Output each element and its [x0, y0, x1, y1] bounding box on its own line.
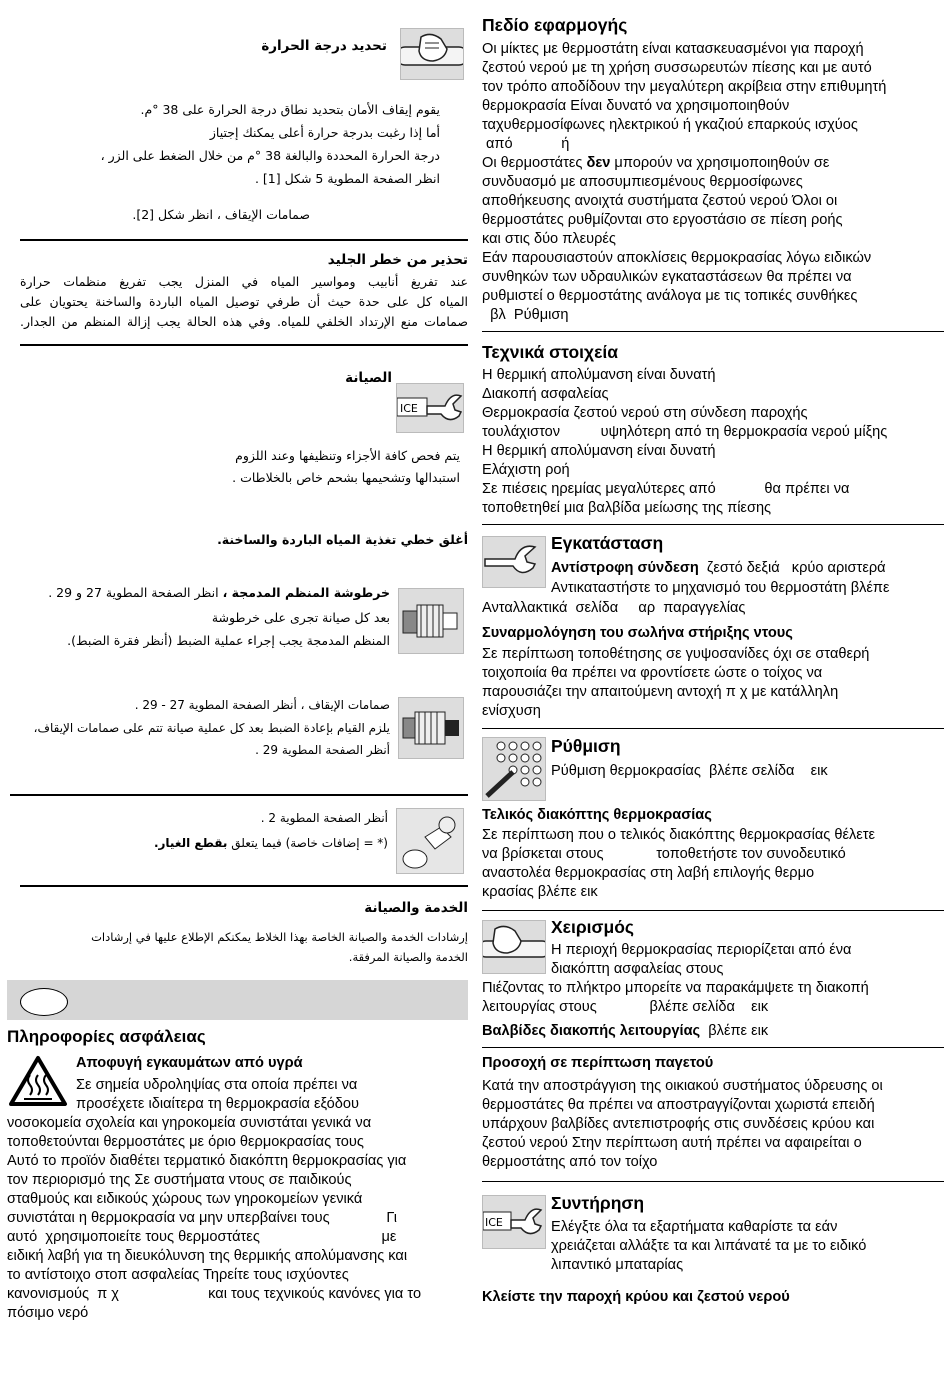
end-switch-title: Τελικός διακόπτης θερμοκρασίας: [482, 807, 712, 823]
text-line: λειτουργίας στους βλέπε σελίδα εικ: [482, 999, 769, 1015]
hand-operation-icon: [482, 920, 546, 974]
maint-title: Συντήρηση: [551, 1193, 645, 1213]
divider: [482, 728, 944, 729]
text-line: τοιχοποιία θα πρέπει να φροντίσετε ώστε ο τοίχος να: [482, 665, 823, 681]
arabic-frost-text: [20, 272, 468, 332]
scope-not-bold: δεν: [586, 155, 611, 171]
text-line: Η θερμική απολύμανση είναι δυνατή: [482, 443, 716, 459]
text-line: σταθμούς και ειδικούς χώρους των γηροκομείων γενικά: [7, 1191, 363, 1207]
burn-indented-text: [76, 1076, 466, 1114]
divider: [20, 239, 468, 241]
text-line: Θερμοκρασία ζεστού νερού στη σύνδεση παροχής: [482, 405, 808, 421]
accessory-parts-icon: [396, 808, 464, 874]
text-line: να βρίσκεται στους τοποθετήστε τον συνοδευτικό: [482, 846, 846, 862]
text-line: νοσοκομεία σχολεία και γηροκομεία συνιστάται γενικά να: [7, 1115, 372, 1131]
arabic-maintenance-title: الصيانة: [345, 370, 392, 386]
pipe-title: Συναρμολόγηση του σωλήνα στήριξης ντους: [482, 625, 793, 641]
text-line: κανονισμούς π χ και τους τεχνικούς κανόνες για το: [7, 1286, 422, 1302]
text-line: Πιέζοντας το πλήκτρο μπορείτε να παρακάμψετε τη διακοπή: [482, 980, 869, 996]
text-line: إرشادات الخدمة والصيانة الخاصة بهذا الخلاط يمكنكم الإطلاع عليها في إرشادات: [91, 930, 468, 944]
text-line: βλ Ρύθμιση: [482, 307, 569, 323]
text-line: τον περιορισμό της Σε συστήματα ντους σε παιδικούς: [7, 1172, 352, 1188]
text-line: ρυθμιστεί ο θερμοστάτης ανάλογα με τις τοπικές συνθήκες: [482, 288, 858, 304]
text-line: Ελάχιστη ροή: [482, 462, 570, 478]
accessories-spare-parts: بقطع الغيار.: [153, 836, 228, 850]
text-line: استبدالها وتشحيمها بشحم خاص بالخلاطات .: [232, 470, 460, 485]
text-line: ταχυθερμοσίφωνες ηλεκτρικού ή γκαζιού επαρκούς ισχύος: [482, 117, 858, 133]
text-line: το αντίστοιχο στοπ ασφαλείας Τηρείτε τους ισχύοντες: [7, 1267, 349, 1283]
close-supply-greek: Κλείστε την παροχή κρύου και ζεστού νερού: [482, 1289, 790, 1305]
language-marker: [20, 988, 68, 1016]
text-line: Η θερμική απολύμανση είναι δυνατή: [482, 367, 716, 383]
text-line: τουλάχιστον υψηλότερη από τη θερμοκρασία νερού μίξης: [482, 424, 888, 440]
divider: [482, 1047, 944, 1048]
divider: [20, 344, 468, 346]
safety-text: [7, 1114, 469, 1323]
text-line: προσέχετε ιδιαίτερα τη θερμοκρασία εξόδου: [76, 1096, 359, 1112]
hand-turning-handle-icon: [400, 28, 464, 80]
install-title: Εγκατάσταση: [551, 533, 664, 553]
text-line: αναστολέα θερμοκρασίας στη λαβή επιλογής θερμο: [482, 865, 815, 881]
text-line: συνθηκών των υδραυλικών εγκαταστάσεων θα πρέπει να: [482, 269, 852, 285]
adjust-line: Ρύθμιση θερμοκρασίας βλέπε σελίδα εικ: [551, 763, 828, 779]
text-line: Σε περίπτωση τοποθέτησης σε γυψοσανίδες όχι σε σταθερή: [482, 646, 870, 662]
shutoff-valves-bold: Βαλβίδες διακοπής λειτουργίας: [482, 1023, 701, 1039]
hot-surface-warning-icon: [8, 1055, 68, 1107]
text-line: τοποθετηθεί μια βαλβίδα μείωσης της πίεσης: [482, 500, 772, 516]
greek-frost-title: Προσοχή σε περίπτωση παγετού: [482, 1055, 714, 1071]
language-bar: [7, 980, 468, 1020]
arabic-service-title: الخدمة والصيانة: [364, 900, 468, 916]
text-line: أما إذا رغبت بدرجة حرارة أعلى يمكنك إجتياز: [209, 125, 440, 140]
text-line: Εάν παρουσιαστούν αποκλίσεις θερμοκρασίας λόγω ειδικών: [482, 250, 872, 266]
arabic-close-supply: أغلق خطي تغذية المياه الباردة والساخنة.: [217, 532, 468, 547]
divider: [482, 331, 944, 332]
wrench-ice-icon: [482, 1195, 546, 1249]
text-line: Σε πιέσεις ηρεμίας μεγαλύτερες από θα πρέπει να: [482, 481, 850, 497]
text-line: Ελέγξτε όλα τα εξαρτήματα καθαρίστε τα εάν: [551, 1219, 838, 1235]
divider: [482, 1181, 944, 1182]
text-line: صمامات الإيقاف ، أنظر الصفحة المطوية 27 - 29 .: [134, 698, 390, 712]
text-line: λιπαντικό μπαταρίας: [551, 1257, 684, 1273]
text-line: ζεστού νερού Στην περίπτωση αυτή πρέπει να αφαιρείται ο: [482, 1135, 862, 1151]
text-line: Η περιοχή θερμοκρασίας περιορίζεται από ένα: [551, 942, 852, 958]
text-line: κρασίας βλέπε εικ: [482, 884, 598, 900]
text-line: αυτό χρησιμοποιείτε τους θερμοστάτες με: [7, 1229, 397, 1245]
reverse-connection-text: ζεστό δεξιά κρύο αριστερά: [698, 560, 886, 576]
text-line: أنظر الصفحة المطوية 29 .: [255, 743, 390, 757]
operation-title: Χειρισμός: [551, 917, 634, 937]
text-line: θερμοστάτες θα πρέπει να αποστραγγίζονται χωριστά επειδή: [482, 1097, 875, 1113]
operation-text: [482, 979, 944, 1017]
stop-valve-icon: [398, 697, 464, 759]
arabic-accessories-text: [0, 808, 388, 853]
wrench-icon: [482, 536, 546, 588]
text-line: Οι μίκτες με θερμοστάτη είναι κατασκευασμένοι για παροχή: [482, 41, 864, 57]
shutoff-valves-text: βλέπε εικ: [700, 1023, 769, 1039]
text-line: χρειάζεται αλλάξτε τα και λιπάνατέ τα με το ειδικό: [551, 1238, 867, 1254]
reverse-connection-line3: Ανταλλακτικά σελίδα αρ παραγγελίας: [482, 600, 746, 616]
text-line: συνιστάται η θερμοκρασία να μην υπερβαίνει τους Γι: [7, 1210, 398, 1226]
maint-text: [551, 1218, 944, 1275]
text-line: Κατά την αποστράγγιση της οικιακού συστήματος ύδρευσης οι: [482, 1078, 883, 1094]
accessories-note: (* = إضافات خاصة) فيما يتعلق: [227, 836, 388, 850]
text-line: صمامات منع الإرتداد الخلفي للمياه. وفي هذه الحالة يجب إزالة المنظم من الجدار.: [20, 314, 468, 329]
text-line: أنظر الصفحة المطوية 2 .: [260, 811, 388, 825]
text-line: θερμοστάτες ρυθμίζονται στο εργοστάσιο σε πίεση ροής: [482, 212, 843, 228]
arabic-cartridge-title: خرطوشة المنظم المدمجة ،: [222, 585, 390, 600]
text-line: θερμοστάτης από τον τοίχο: [482, 1154, 658, 1170]
text-line: [0, 833, 388, 853]
text-line: المنظم المدمجة يجب إجراء عملية الضبط (أنظر فقرة الضبط).: [67, 633, 390, 648]
text-line: Σε σημεία υδροληψίας στα οποία πρέπει να: [76, 1077, 358, 1093]
text-line: θερμοκρασία Είναι δυνατό να χρησιμοποιηθούν: [482, 98, 790, 114]
arabic-frost-title: تحذير من خطر الجليد: [327, 252, 468, 268]
text-line: درجة الحرارة المحددة والبالغة 38 °م من خلال الضغط على الزر ،: [100, 148, 440, 163]
text-line: انظر الصفحة المطوية 5 شكل [1] .: [254, 171, 440, 186]
text-line: يقوم إيقاف الأمان بتحديد نطاق درجة الحرارة على 38 °م.: [140, 102, 440, 117]
text-line: المياه كل على حدة حيث أن طرفي توصيل المياه الباردة والساخنة يحتويان على: [20, 294, 468, 309]
text-line: ζεστού νερού με τη χρήση συσσωρευτών πίεσης και με αυτό: [482, 60, 872, 76]
text-line: υπάρχουν βαλβίδες αντεπιστροφής στις συνδέσεις κρύου και: [482, 1116, 875, 1132]
text-line: Σε περίπτωση που ο τελικός διακόπτης θερμοκρασίας θέλετε: [482, 827, 876, 843]
text-line: عند تفريغ أنابيب ومواسير المياه في المنزل يجب تفريغ منظمات حرارة: [20, 274, 468, 289]
scope-text: [482, 40, 944, 325]
arabic-cartridge-text: [0, 608, 390, 651]
text-line: الخدمة والصيانة المرفقة.: [348, 950, 468, 964]
text-line: και στις δύο πλευρές: [482, 231, 616, 247]
pipe-text: [482, 645, 944, 721]
text-line: πόσιμο νερό: [7, 1305, 89, 1321]
text-line: ειδική λαβή για τη διευκόλυνση της θερμικής απολύμανσης και: [7, 1248, 408, 1264]
scope-not-post: μπορούν να χρησιμοποιηθούν σε: [610, 155, 830, 171]
ice-label: ICE: [400, 402, 418, 415]
shutoff-valves-line: [482, 1022, 768, 1041]
scope-not-pre: Οι θερμοστάτες: [482, 155, 587, 171]
reverse-connection-line: [551, 559, 886, 578]
burn-title: Αποφυγή εγκαυμάτων από υγρά: [76, 1055, 303, 1071]
reverse-connection-line2: Αντικαταστήστε το μηχανισμό του θερμοστάτη βλέπε: [551, 580, 890, 596]
arabic-cartridge-ref: انظر الصفحة المطوية 27 و 29 .: [48, 585, 223, 600]
adjust-title: Ρύθμιση: [551, 736, 621, 756]
adjustment-dial-icon: [482, 737, 546, 801]
text-line: بعد كل صيانة تجرى على خرطوشة: [211, 610, 390, 625]
text-line: ενίσχυση: [482, 703, 541, 719]
safety-title: Πληροφορίες ασφάλειας: [7, 1027, 206, 1046]
end-switch-text: [482, 826, 944, 902]
text-line: يلزم القيام بإعادة الضبط بعد كل عملية صيانة تتم على صمامات الإيقاف،: [33, 721, 390, 735]
text-line: [482, 154, 944, 173]
wrench-ice-icon: [396, 383, 464, 433]
text-line: από ή: [486, 136, 570, 152]
arabic-cartridge-title-line: [0, 583, 390, 603]
operation-indented-text: [551, 941, 941, 979]
text-line: Αυτό το προϊόν διαθέτει τερματικό διακόπτη θερμοκρασίας για: [7, 1153, 407, 1169]
arabic-temp-title: تحديد درجة الحرارة: [261, 38, 387, 54]
reverse-connection-bold: Αντίστροφη σύνδεση: [551, 560, 699, 576]
divider: [10, 794, 468, 796]
arabic-stop-valve-line: صمامات الإيقاف ، انظر شكل [2].: [132, 207, 310, 222]
arabic-stop-valves-text: [0, 695, 390, 760]
text-line: αποθήκευσης ανοιχτά συστήματα ζεστού νερού Όλοι οι: [482, 193, 838, 209]
ice-label: ICE: [485, 1216, 503, 1229]
arabic-temp-text: [0, 100, 440, 189]
divider: [482, 910, 944, 911]
text-line: διακόπτη ασφαλείας στους: [551, 961, 724, 977]
divider: [20, 885, 468, 887]
tech-text: [482, 366, 944, 518]
text-line: يتم فحص كافة الأجزاء وتنظيفها وعند اللزوم: [235, 448, 460, 463]
arabic-service-text: [8, 927, 468, 967]
greek-frost-text: [482, 1077, 944, 1172]
text-line: παρουσιάζει την απαιτούμενη αντοχή π χ με κατάλληλη: [482, 684, 839, 700]
divider: [482, 524, 944, 525]
tech-title: Τεχνικά στοιχεία: [482, 342, 619, 362]
scope-title: Πεδίο εφαρμογής: [482, 15, 628, 35]
arabic-maintenance-text: [160, 446, 460, 488]
text-line: Διακοπή ασφαλείας: [482, 386, 609, 402]
text-line: τον τρόπο αποδίδουν την μεγαλύτερη ακρίβεια στην επιθυμητή: [482, 79, 887, 95]
text-line: τοποθετούνται θερμοστάτες με όριο θερμοκρασίας τους: [7, 1134, 364, 1150]
cartridge-icon: [398, 588, 464, 654]
text-line: συνδυασμό με αποσυμπιεσμένους θερμοσίφωνες: [482, 174, 803, 190]
